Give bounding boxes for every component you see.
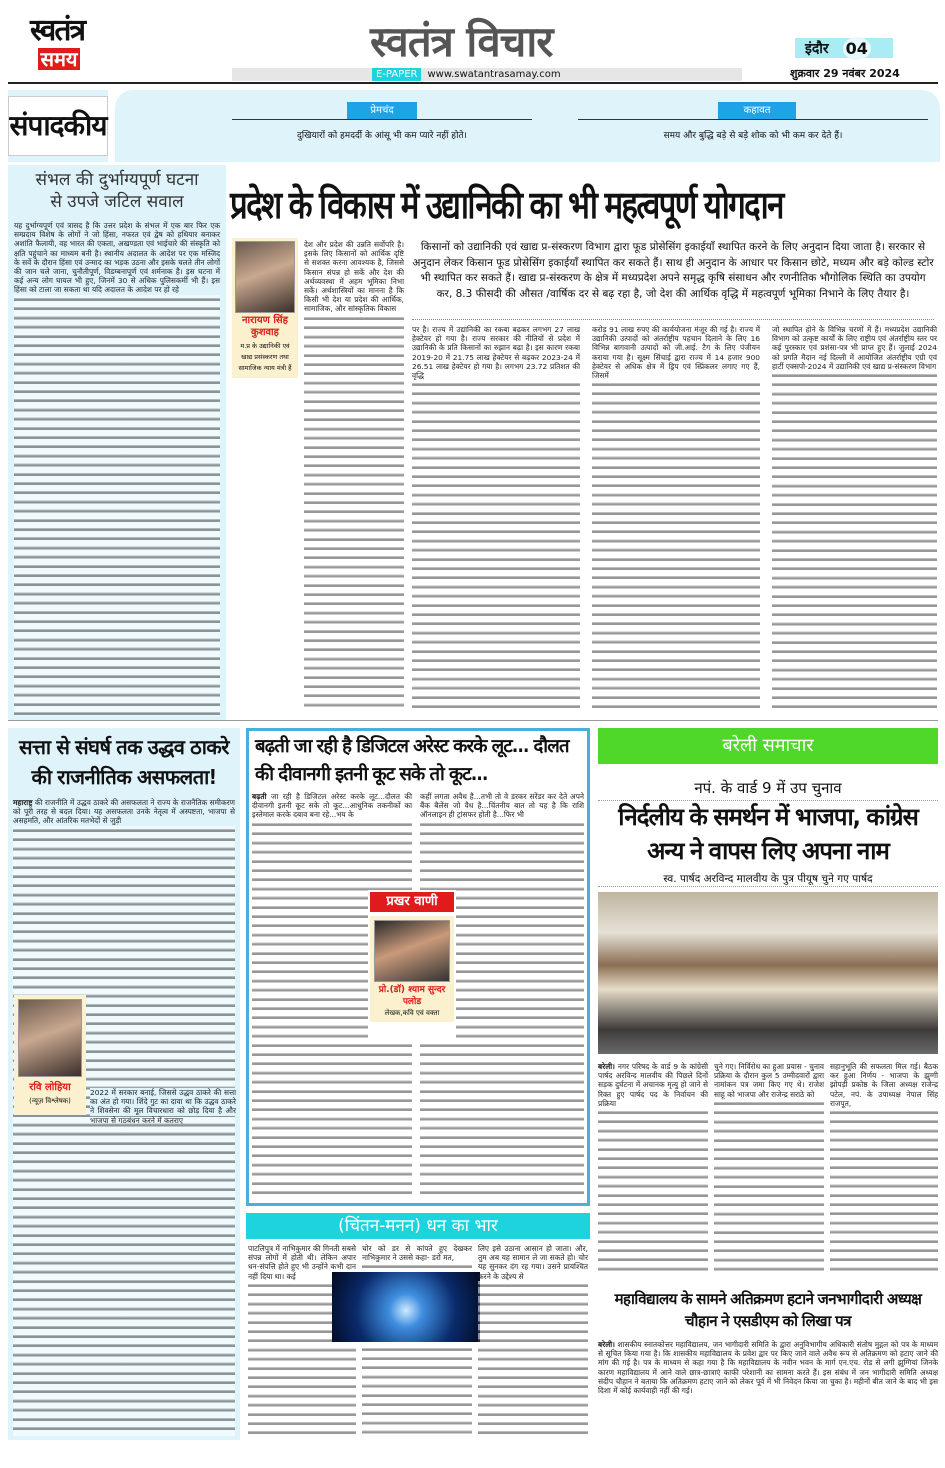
lead-body: पर है। राज्य में उद्यानिकी का रकबा बढ़कर लगभग 27 लाख हेक्टेयर हो गया है। राज्य सरकार की नीतियों से प्रदेश में उद्यानिकी के प्रति किसानों का रुझान बढ़ा है। इस कारण रकबा 2019-20 में 21.75 लाख हेक्टेयर से बढ़कर 2023-24 में 26.51 लाख हेक्टेयर हो गया है। लगभग 23.72 प्रतिशत की वृद्धि <box>412 325 580 381</box>
editorial-column <box>8 165 226 720</box>
date: शुक्रवार 29 नवंबर 2024 <box>790 67 900 80</box>
bareli-section-label: बरेली समाचार <box>598 728 938 764</box>
lead-col-3 <box>592 325 760 710</box>
body-text: सहानुभूति की सफलता मिल गई। बैठक कर हुआ निर्णय - भाजपा के झुग्गी झोपड़ी प्रकोष्ठ के जिला अध्यक्ष राजेन्द्र पटेल, नपं. के उपाध्यक्ष नेपाल सिंह राजपूत, <box>830 1062 938 1108</box>
prakhar-vani-box <box>368 890 456 1038</box>
website-link[interactable]: www.swatantrasamay.com <box>427 69 561 80</box>
author-name: प्रो.(डॉ) श्याम सुन्दर पलोड <box>378 985 446 1007</box>
logo <box>30 14 90 70</box>
body-continued <box>830 1108 938 1274</box>
bareli-article-2 <box>598 1340 938 1440</box>
lead-body-continued <box>772 371 937 710</box>
quote-kahawat <box>578 98 928 141</box>
body-text <box>252 792 412 820</box>
lead-body-continued <box>592 380 760 710</box>
body-text: कहीं लगता अवैध है...तभी तो वे डरकर सरेंडर कर देते अपने बैंक बैलेंस जो वैध है...चिंतनीय बात तो यह है कि राशि ऑनलाइन ही ट्रांसफर होती है...फिर भी <box>420 792 584 820</box>
author-photo <box>18 999 82 1077</box>
lead-word: बरेली। <box>598 1062 615 1071</box>
quote-text: दुखियारों को हमदर्दी के आंसू भी कम प्यारे नहीं होते। <box>297 131 467 141</box>
city: इंदौर <box>805 40 829 57</box>
bareli-col-3 <box>830 1062 938 1274</box>
lead-word: महाराष्ट्र <box>13 798 33 807</box>
body-text: पाटलिपुत्र में नाभिकुमार की गिनती सबसे संपन्न लोगों में होती थी। लेकिन अपार धन-संपत्ति होते हुए भी उन्होंने कभी दान नहीं दिया था। कई <box>248 1244 356 1281</box>
author-box <box>232 238 298 378</box>
author-role: लेखक,कवि एवं वक्ता <box>384 1009 440 1017</box>
quote-label: प्रेमचंद <box>347 102 417 119</box>
lead-body-continued <box>412 380 580 710</box>
edition-box <box>795 38 893 58</box>
logo-bottom: समय <box>38 48 80 70</box>
bareli-col-2 <box>714 1062 824 1274</box>
lead-col-2 <box>412 325 580 710</box>
digital-headline: बढ़ती जा रही है डिजिटल अरेस्ट करके लूट... दौलत की दीवानगी इतनी कूट सके तो कूट... <box>255 736 569 785</box>
body-text <box>598 1062 708 1108</box>
body-text: नगर परिषद के वार्ड 9 के कांग्रेसी पार्षद अरविन्द मालवीय की पिछले दिनों सड़क दुर्घटना में अचानक मृत्यु हो जाने से रिक्त हुए पार्षद पद के निर्वाचन की प्रक्रिया <box>598 1062 708 1108</box>
bareli-headline-2: महाविद्यालय के सामने अतिक्रमण हटाने जनभागीदारी अध्यक्ष चौहान ने एसडीएम को लिखा पत्र <box>614 1290 922 1330</box>
page-number: 04 <box>843 37 871 60</box>
masthead-rule <box>8 82 938 84</box>
body-text <box>598 1340 938 1395</box>
column-label: प्रखर वाणी <box>370 892 454 912</box>
bareli-headline: निर्दलीय के समर्थन में भाजपा, कांग्रेस अन्य ने वापस लिए अपना नाम <box>618 803 918 865</box>
author-role: म.प्र के उद्यानिकी एवं खाद्य प्रसंस्करण तथा सामाजिक न्याय मंत्री हैं <box>238 342 292 372</box>
editorial-body: यह दुर्भाग्यपूर्ण एवं त्रासद है कि उत्तर प्रदेश के संभल में एक बार फिर एक सम्प्रदाय विशेष के लोगों ने जो हिंसा, नफरत एवं द्वेष को हथियार बनाकर अशांति फैलायी, वह भारत की एकता, अखण्डता एवं भाईचारे की संस्कृति को क्षति पहुंचाने का माध्यम बनी है। स्थानीय अदालत के आदेश पर एक मस्जिद के सर्वे के दौरान हिंसा एवं उन्माद का भड़क उठना और इसके चलते तीन लोगों की जान चले जाना, चुनौतीपूर्ण, विडम्बनापूर्ण एवं शर्मनाक है। इस घटना में कई अन्य लोग घायल भी हुए, जिनमें 30 से अधिक पुलिसकर्मी भी हैं। इस हिंसा को टाला जा सकता था यदि अदालत के आदेश पर हो रहे <box>14 221 220 295</box>
body-continued <box>478 1281 588 1440</box>
body-text: चोर को डर से कांपते हुए देखकर नाभिकुमार ने उससे कहा- डरो मत, <box>362 1244 472 1263</box>
epaper-label: E-PAPER <box>372 68 421 81</box>
uddhav-headline: सत्ता से संघर्ष तक उद्धव ठाकरे की राजनीतिक असफलता! <box>19 735 229 789</box>
lead-word: बढ़ती <box>252 792 267 801</box>
author-name: रवि लोहिया <box>29 1082 71 1093</box>
chintan-title: (चिंतन-मनन) धन का भार <box>246 1213 590 1239</box>
editorial-label: संपादकीय <box>8 96 108 156</box>
author-role: (न्यूज़ विश्लेषक) <box>29 1097 71 1105</box>
lead-body-continued <box>304 314 404 710</box>
lead-body: जो स्थापित होने के विभिन्न चरणों में हैं। मध्यप्रदेश उद्यानिकी विभाग को उत्कृष्ट कार्यों के लिए राष्ट्रीय एवं अंतर्राष्ट्रीय स्तर पर कई पुरस्कार एवं प्रशंसा-पत्र भी प्राप्त हुए हैं। जुलाई 2024 को प्रगति मैदान नई दिल्ली में आयोजित अंतर्राष्ट्रीय एग्री एवं हार्टी एक्सपो-2024 में उद्यानिकी एवं खाद्य प्र-संस्करण विभाग <box>772 325 937 371</box>
author-photo <box>374 920 450 982</box>
meditation-image <box>332 1272 480 1342</box>
section-title: स्वतंत्र विचार <box>370 17 553 66</box>
lead-headline: प्रदेश के विकास में उद्यानिकी का भी महत्वपूर्ण योगदान <box>230 183 783 227</box>
uddhav-body-2 <box>90 1088 236 1125</box>
body-text: जा रही है डिजिटल अरेस्ट करके लूट...दौलत की दीवानगी इतनी कूट सके तो कूट...आधुनिक तकनीकों का इस्तेमाल करके दबाव बना रहे...भय के <box>252 792 412 820</box>
body-text: चुने गए। निर्विरोध का हुआ प्रयास - चुनाव प्रक्रिया के दौरान कुल 5 उम्मीदवारों द्वारा नामांकन पत्र जमा किए गए थे। राजेश साहू को भाजपा और राजेन्द्र सराठे को <box>714 1062 824 1099</box>
lead-word: बरेली। <box>598 1340 615 1349</box>
section-divider <box>8 720 938 721</box>
body-text: लिए इसे उठाना आसान हो जाता। और, तुम अब यह सामान ले जा सकते हो। चोर यह सुनकर दंग रह गया। उसने प्रायश्चित करने के उद्देश्य से <box>478 1244 588 1281</box>
body-text: की राजनीति में उद्धव ठाकरे की असफलता ने राज्य के राजनैतिक समीकरण को पूरी तरह से बदल दिया। यह असफलता उनके नेतृत्व में अस्पष्टता, भाजपा से असहमति, और आंतरिक मतभेदों से जुड़ी <box>13 798 235 826</box>
editorial-body-continued <box>14 295 220 716</box>
bareli-col-1 <box>598 1062 708 1274</box>
uddhav-body <box>13 798 235 826</box>
lead-body: देश और प्रदेश की उन्नति सर्वोपरि है। इसके लिए किसानों को आर्थिक दृष्टि से सशक्त करना आवश्यक है, जिससे किसान संपन्न हो सकें और देश की अर्थव्यवस्था में अहम भूमिका निभा सकें। अर्थशास्त्रियों का मानना है कि किसी भी देश या प्रदेश की आर्थिक, सामाजिक, और सांस्कृतिक विकास <box>304 240 404 314</box>
bareli-group-photo <box>598 892 938 1054</box>
lead-col-4 <box>772 325 937 710</box>
editorial-label-box <box>8 90 108 162</box>
lead-intro: किसानों को उद्यानिकी एवं खाद्य प्र-संस्करण विभाग द्वारा फूड प्रोसेसिंग इकाईयाँ स्थापित करने के लिए अनुदान दिया जाता है। सरकार से अनुदान लेकर किसान फूड प्रोसेसिंग इकाईयाँ स्थापित कर सकते हैं। साथ ही अनुदान के आधार पर किसान छोटे, मध्यम और बड़े कोल्ड स्टोर भी स्थापित कर सकते हैं। खाद्य प्र-संस्करण के क्षेत्र में मध्यप्रदेश अपने समृद्ध कृषि संसाधन और रणनीतिक भौगोलिक स्थिति का उपयोग कर, 8.3 फीसदी की औसत /वार्षिक दर से बढ़ रहा है, जो देश की आर्थिक वृद्धि में महत्वपूर्ण भूमिका निभाने के लिए तैयार है। <box>412 240 934 320</box>
quote-premchand <box>232 98 532 141</box>
body-continued <box>714 1099 824 1274</box>
body-continued <box>598 1108 708 1274</box>
epaper-bar-right <box>376 68 742 81</box>
body-text: 2022 में सरकार बनाई, जिससे उद्धव ठाकरे की सत्ता का अंत हो गया। शिंदे गुट का दावा था कि उद्धव ठाकरे ने शिवसेना की मूल विचारधारा को छोड़ दिया है और भाजपा से गठबंधन करने में कतराए <box>90 1088 236 1125</box>
uddhav-author-box <box>14 995 86 1115</box>
chintan-col-3 <box>478 1244 588 1440</box>
logo-top: स्वतंत्र <box>30 13 85 48</box>
quote-text: समय और बुद्धि बड़े से बड़े शोक को भी कम कर देते हैं। <box>663 131 843 141</box>
editorial-title: संभल की दुर्भाग्यपूर्ण घटना से उपजे जटिल सवाल <box>35 170 199 212</box>
author-photo <box>235 241 295 313</box>
author-name: नारायण सिंह कुशवाह <box>242 315 288 338</box>
lead-col-1 <box>304 240 404 710</box>
body-text: शासकीय स्नातकोत्तर महाविद्यालय, जन भागीदारी समिति के द्वारा अनुविभागीय अधिकारी संतोष मुद्गल को पत्र के माध्यम से सूचित किया गया है। कि शासकीय महाविद्यालय के प्रवेश द्वार पर किए जाने वाले अवैध रूप से अतिक्रमण को हटाए जाने की मांग की गई है। पत्र के माध्यम से कहा गया है कि महाविद्यालय के नवीन भवन के मार्ग एन.एच. रोड से लगी झुग्गियां जिनके कारण महाविद्यालय में आने वाले छात्र-छात्राएं काफी परेशानी का सामना करते हैं। इस संबंध में जन भागीदारी समिति अध्यक्ष संदीप चौहान ने बताया कि अतिक्रमण हटाए जाने को लेकर पूर्व में भी निवेदन किया जा चुका है। महीनों बीत जाने के बाद भी इस दिशा में कोई कार्यवाही नहीं की गई। <box>598 1340 938 1396</box>
uddhav-body-continued <box>13 826 235 1436</box>
lead-body: करोड़ 91 लाख रुपए की कार्ययोजना मंजूर की गई है। राज्य में उद्यानिकी उत्पादों को अंतर्राष्ट्रीय पहचान दिलाने के लिए 16 विभिन्न बागवानी उत्पादों को जी.आई. टैग के लिए पंजीयन कराया गया है। सूक्ष्म सिंचाई द्वारा राज्य में 14 हजार 900 हेक्टेयर से अधिक क्षेत्र में ड्रिप एवं स्प्रिंकलर लगाए गए हैं, जिसमें <box>592 325 760 381</box>
bareli-kicker: नपं. के वार्ड 9 में उप चुनाव <box>598 778 938 801</box>
quote-label: कहावत <box>718 102 796 119</box>
bareli-deck: स्व. पार्षद अरविन्द मालवीय के पुत्र पीयूष चुने गए पार्षद <box>598 872 938 887</box>
